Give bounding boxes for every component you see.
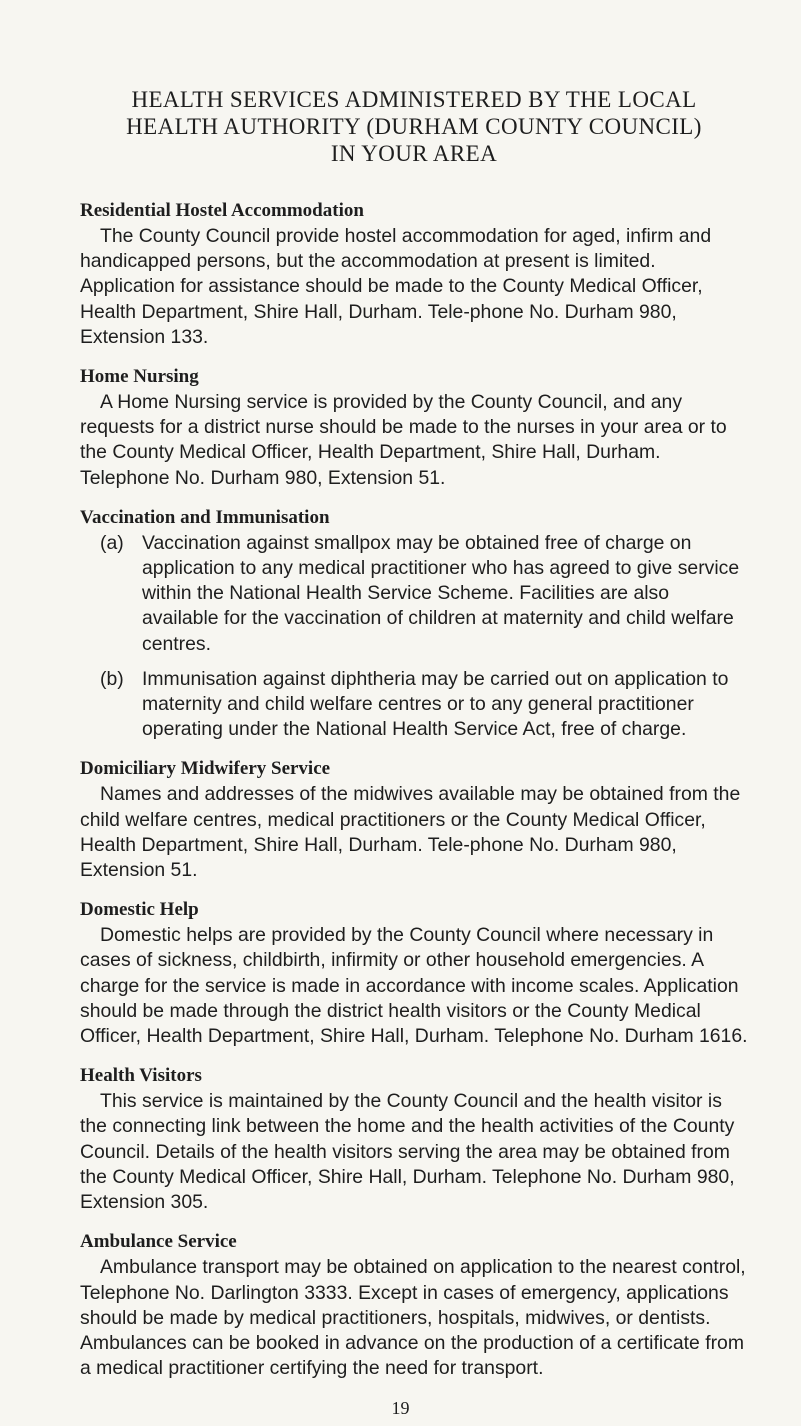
section-body: Ambulance transport may be obtained on application to the nearest control, Telephone No. Darlington 3333. Except in cases of emergency, applications should be made by medical practitioners, hospitals, midwives, or dentists. Ambulances can be booked in advance on the production of a certificate from a medical practitioner certifying the need for transport. [80,1256,746,1380]
page-title [80,86,748,167]
title-line-2: HEALTH AUTHORITY (DURHAM COUNTY COUNCIL) [126,114,702,139]
title-line-1: HEALTH SERVICES ADMINISTERED BY THE LOCAL [131,87,697,112]
item-label: (b) [100,667,124,690]
section-body: This service is maintained by the County Council and the health visitor is the connecting link between the home and the health activities of the County Council. Details of the health visitors serving the area may be obtained from the County Medical Officer, Shire Hall, Durham. Telephone No. Durham 980, Extension 305. [80,1090,735,1214]
section-heading: Ambulance Service [80,1231,237,1253]
section-home-nursing [80,364,748,491]
list-item-a [80,531,748,657]
list-item-b [80,667,748,743]
section-midwifery [80,756,748,883]
section-heading: Vaccination and Immunisation [80,506,330,528]
section-body: Domestic helps are provided by the County Council where necessary in cases of sickness, childbirth, infirmity or other household emergencies. A charge for the service is made in accordance with income scales. Application should be made through the district health visitors or the County Medical Officer, Health Department, Shire Hall, Durham. Telephone No. Durham 1616. [80,924,748,1048]
item-text: Immunisation against diphtheria may be carried out on application to maternity and child welfare centres or to any general practitioner operating under the National Health Service Act, free of charge. [142,667,729,741]
section-body: A Home Nursing service is provided by the County Council, and any requests for a district nurse should be made to the nurses in your area or to the County Medical Officer, Health Department, Shire Hall, Durham. Telephone No. Durham 980, Extension 51. [80,391,727,489]
section-body: The County Council provide hostel accommodation for aged, infirm and handicapped persons, but the accommodation at present is limited. Application for assistance should be made to the County Medical Officer, Health Department, Shire Hall, Durham. Tele-phone No. Durham 980, Extension 133. [80,225,712,348]
section-heading: Home Nursing [80,366,199,388]
section-heading: Domiciliary Midwifery Service [80,758,331,780]
section-heading: Health Visitors [80,1065,202,1087]
item-text: Vaccination against smallpox may be obtained free of charge on application to any medical practitioner who has agreed to give service within the National Health Service Scheme. Facilities are also available for the vaccination of children at maternity and child welfare centres. [142,531,740,655]
title-line-3: IN YOUR AREA [330,141,498,166]
section-domestic-help [80,897,748,1049]
section-health-visitors [80,1063,748,1215]
section-heading: Domestic Help [80,899,199,921]
section-heading: Residential Hostel Accommodation [80,200,364,221]
page-number: 19 [391,1398,410,1418]
section-body: Names and addresses of the midwives available may be obtained from the child welfare centres, medical practitioners or the County Medical Officer, Health Department, Shire Hall, Durham. Tele-phone No. Durham 980, Extension 51. [80,783,741,882]
document-page [80,86,748,1395]
item-label: (a) [100,531,124,554]
section-ambulance [80,1229,748,1381]
section-hostel [80,198,748,350]
section-vaccination [80,505,748,743]
